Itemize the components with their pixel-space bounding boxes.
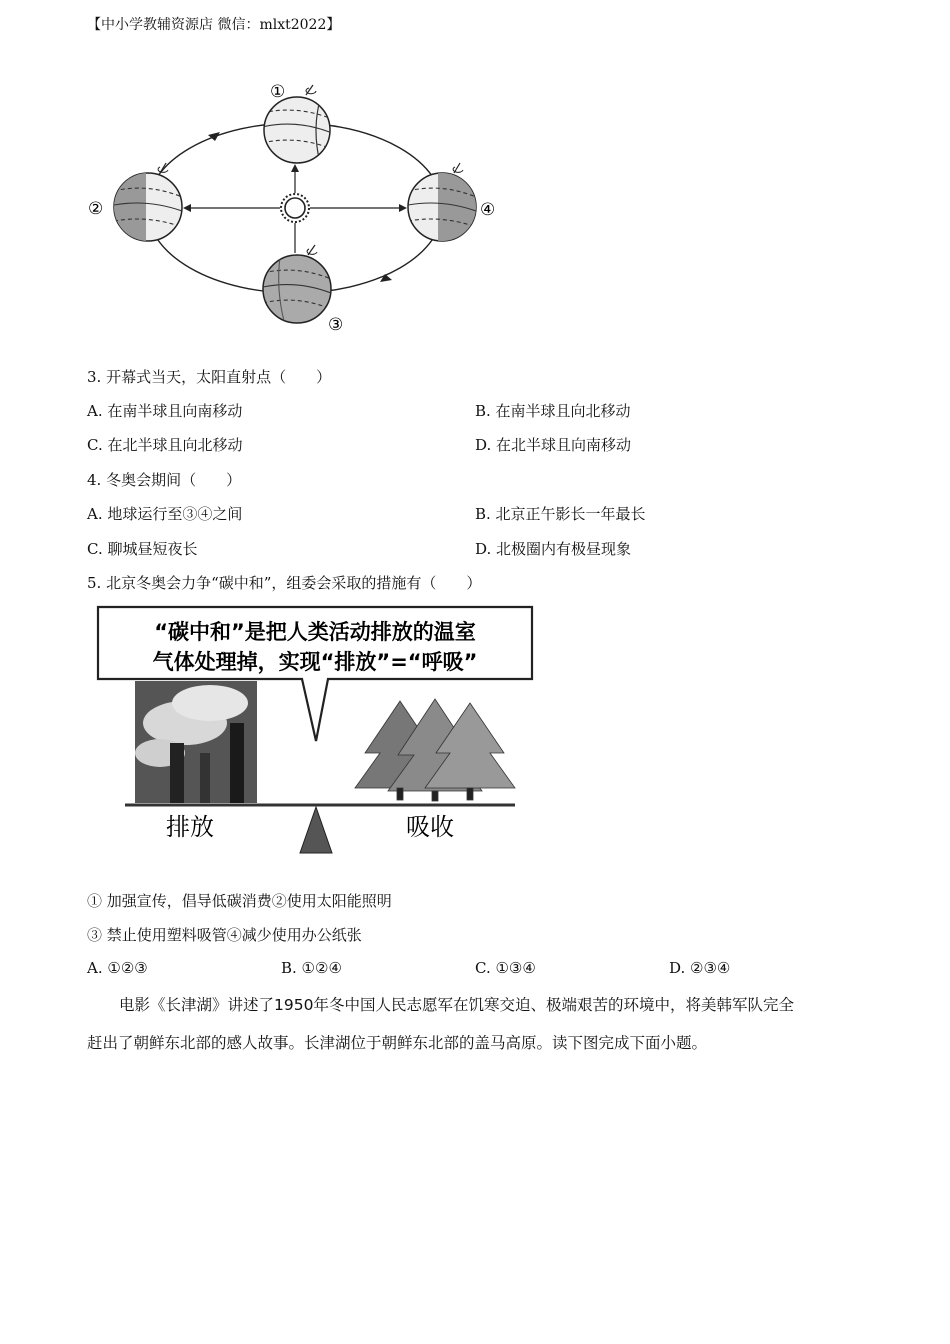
carbon-neutral-illustration xyxy=(90,603,540,858)
label-1: ① xyxy=(270,82,286,102)
label-3: ③ xyxy=(328,315,344,335)
earth-position-4 xyxy=(408,163,478,245)
q3-option-c: C. 在北半球且向北移动 xyxy=(87,436,243,454)
sun-icon xyxy=(281,194,309,222)
q5-option-c: C. ①③④ xyxy=(475,959,536,977)
page-header: 【中小学教辅资源店 微信：mlxt2022】 xyxy=(87,17,341,33)
q3-stem: 3. 开幕式当天，太阳直射点（ ） xyxy=(87,368,332,386)
q5-option-d: D. ②③④ xyxy=(669,959,731,977)
earth-position-3 xyxy=(263,245,331,323)
trees-image xyxy=(355,699,515,801)
factory-smoke-image xyxy=(135,681,257,803)
earth-position-2 xyxy=(114,163,182,245)
label-emit: 排放 xyxy=(166,813,214,841)
q5-measures-2: ③ 禁止使用塑料吸管④减少使用办公纸张 xyxy=(87,926,362,944)
label-absorb: 吸收 xyxy=(406,813,454,841)
q3-option-b: B. 在南半球且向北移动 xyxy=(475,402,631,420)
bubble-line-1: “碳中和”是把人类活动排放的温室 xyxy=(154,620,476,644)
bubble-line-2: 气体处理掉，实现“排放”=“呼吸” xyxy=(152,650,478,674)
q5-stem: 5. 北京冬奥会力争“碳中和”，组委会采取的措施有（ ） xyxy=(87,574,482,592)
q4-option-c: C. 聊城昼短夜长 xyxy=(87,540,198,558)
q4-option-b: B. 北京正午影长一年最长 xyxy=(475,505,646,523)
q5-measures-1: ① 加强宣传，倡导低碳消费②使用太阳能照明 xyxy=(87,892,392,910)
label-2: ② xyxy=(88,199,104,219)
passage-line-2: 赶出了朝鲜东北部的感人故事。长津湖位于朝鲜东北部的盖马高原。读下图完成下面小题。 xyxy=(87,1034,708,1052)
earth-orbit-diagram xyxy=(80,75,520,340)
q4-option-d: D. 北极圈内有极昼现象 xyxy=(475,540,632,558)
label-4: ④ xyxy=(480,200,496,220)
passage-line-1: 电影《长津湖》讲述了1950年冬中国人民志愿军在饥寒交迫、极端艰苦的环境中，将美韩军队完全 xyxy=(119,996,794,1014)
q3-option-d: D. 在北半球且向南移动 xyxy=(475,436,632,454)
q5-option-a: A. ①②③ xyxy=(87,959,148,977)
q5-option-b: B. ①②④ xyxy=(281,959,342,977)
q4-stem: 4. 冬奥会期间（ ） xyxy=(87,471,242,489)
q3-option-a: A. 在南半球且向南移动 xyxy=(87,402,243,420)
q4-option-a: A. 地球运行至③④之间 xyxy=(87,505,243,523)
